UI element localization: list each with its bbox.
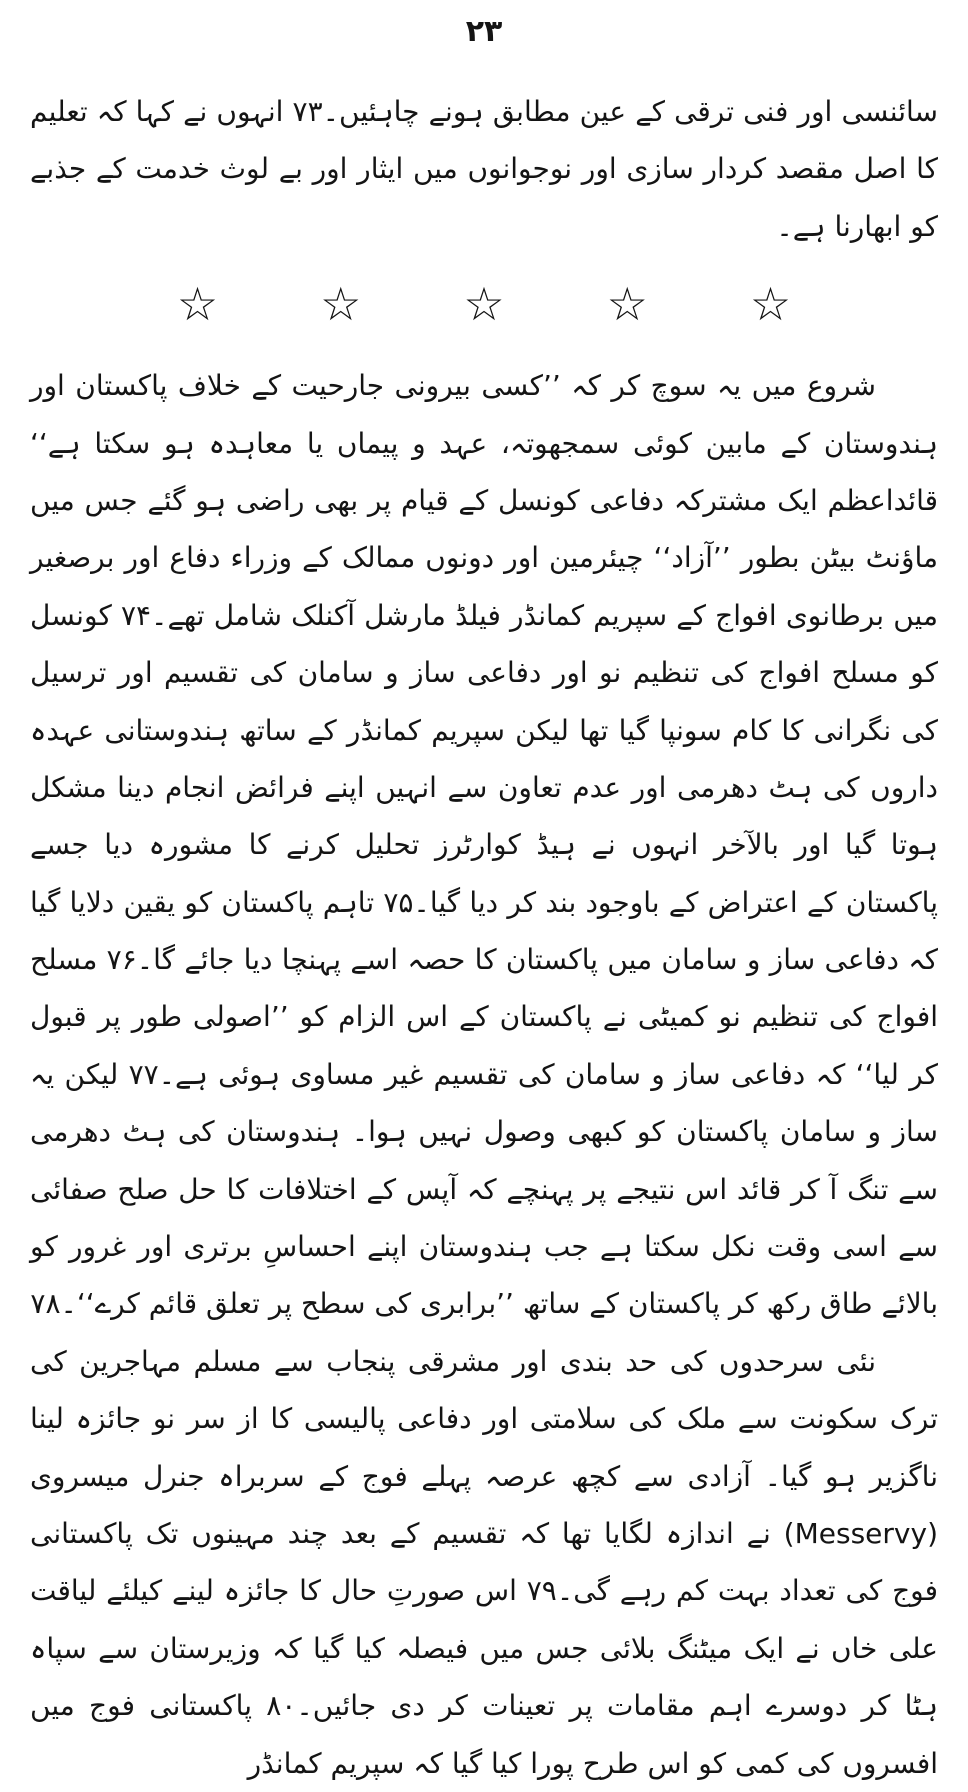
page-number: ۲۳	[465, 14, 503, 49]
star-icon: ☆	[606, 277, 648, 332]
paragraph: نئی سرحدوں کی حد بندی اور مشرقی پنجاب سے مسلم مہاجرین کی ترک سکونت سے ملک کی سلامتی اور دفاعی پالیسی کا از سر نو جائزہ لینا ناگزیر ہو گیا۔ آزادی سے کچھ عرصہ پہلے فوج کے سربراہ جنرل میسروی (Messervy) نے اندازہ لگایا تھا کہ تقسیم کے بعد چند مہینوں تک پاکستانی فوج کی تعداد بہت کم رہے گی۔۷۹ اس صورتِ حال کا جائزہ لینے کیلئے لیاقت علی خاں نے ایک میٹنگ بلائی جس میں فیصلہ کیا گیا کہ وزیرستان سے سپاہ ہٹا کر دوسرے اہم مقامات پر تعینات کر دی جائیں۔۸۰ پاکستانی فوج میں افسروں کی کمی کو اس طرح پورا کیا گیا کہ سپریم کمانڈر	[30, 1344, 939, 1780]
paragraph: سائنسی اور فنی ترقی کے عین مطابق ہونے چاہئیں۔۷۳ انہوں نے کہا کہ تعلیم کا اصل مقصد کردار سازی اور نوجوانوں میں ایثار اور بے لوث خدمت کے جذبے کو ابھارنا ہے۔	[30, 95, 938, 243]
body-text	[30, 83, 938, 1792]
paragraph: شروع میں یہ سوچ کر کہ ’’کسی بیرونی جارحیت کے خلاف پاکستان اور ہندوستان کے مابین کوئی سمجھوتہ، عہد و پیماں یا معاہدہ ہو سکتا ہے‘‘ قائداعظم ایک مشترکہ دفاعی کونسل کے قیام پر بھی راضی ہو گئے جس میں ماؤنٹ بیٹن بطور ’’آزاد‘‘ چیئرمین اور دونوں ممالک کے وزراء دفاع اور برصغیر میں برطانوی افواج کے سپریم کمانڈر فیلڈ مارشل آکنلک شامل تھے۔۷۴ کونسل کو مسلح افواج کی تنظیم نو اور دفاعی ساز و سامان کی تقسیم اور ترسیل کی نگرانی کا کام سونپا گیا تھا لیکن سپریم کمانڈر کے ساتھ ہندوستانی عہدہ داروں کی ہٹ دھرمی اور عدم تعاون سے انہیں اپنے فرائض انجام دینا مشکل ہوتا گیا اور بالآخر انہوں نے ہیڈ کوارٹرز تحلیل کرنے کا مشورہ دیا جسے پاکستان کے اعتراض کے باوجود بند کر دیا گیا۔۷۵ تاہم پاکستان کو یقین دلایا گیا کہ دفاعی ساز و سامان میں پاکستان کا حصہ اسے پہنچا دیا جائے گا۔۷۶ مسلح افواج کی تنظیم نو کمیٹی نے پاکستان کے اس الزام کو ’’اصولی طور پر قبول کر لیا‘‘ کہ دفاعی ساز و سامان کی تقسیم غیر مساوی ہوئی ہے۔۷۷ لیکن یہ ساز و سامان پاکستان کو کبھی وصول نہیں ہوا۔ ہندوستان کی ہٹ دھرمی سے تنگ آ کر قائد اس نتیجے پر پہنچے کہ آپس کے اختلافات کا حل صلح صفائی سے اسی وقت نکل سکتا ہے جب ہندوستان اپنے احساسِ برتری اور غرور کو بالائے طاق رکھ کر پاکستان کے ساتھ ’’برابری کی سطح پر تعلق قائم کرے‘‘۔۷۸	[30, 369, 939, 1321]
star-icon: ☆	[749, 277, 792, 332]
star-icon: ☆	[176, 277, 219, 332]
star-icon: ☆	[463, 277, 505, 332]
star-icon: ☆	[320, 277, 362, 332]
section-divider	[30, 277, 938, 332]
